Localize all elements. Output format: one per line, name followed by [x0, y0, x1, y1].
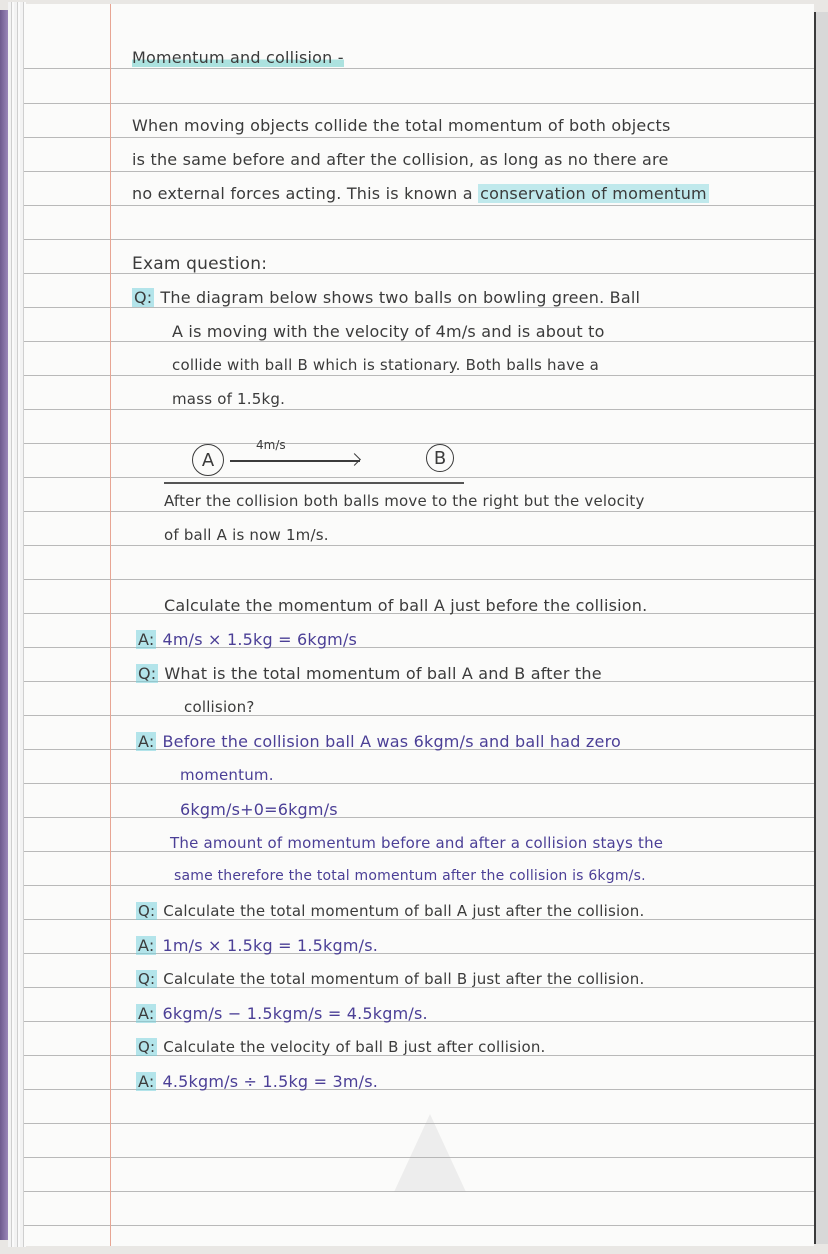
intro-line-3-text: no external forces acting. This is known a: [132, 184, 479, 203]
qa-4-answer-text: 6kgm/s − 1.5kgm/s = 4.5kgm/s.: [162, 1004, 428, 1023]
ball-a: [192, 444, 224, 476]
qa-4-question-text: Calculate the total momentum of ball B just after the collision.: [163, 970, 645, 988]
qa-5-question: [136, 1038, 546, 1056]
velocity-label: 4m/s: [256, 438, 286, 452]
ruled-line: [24, 511, 814, 512]
page-title: [132, 48, 344, 67]
a-marker: A:: [138, 732, 155, 751]
qa-1-answer-text: 4m/s × 1.5kg = 6kgm/s: [162, 630, 358, 649]
after-collision-line-1: After the collision both balls move to the right but the velocity: [164, 492, 645, 510]
ruled-line: [24, 817, 814, 818]
qa-2-answer-text: Before the collision ball A was 6kgm/s and ball had zero: [162, 732, 621, 751]
intro-line-2: is the same before and after the collision, as long as no there are: [132, 150, 669, 169]
ruled-line: [24, 137, 814, 138]
qa-5-answer: [136, 1072, 378, 1091]
qa-1-question: Calculate the momentum of ball A just before the collision.: [164, 596, 648, 615]
a-marker: A:: [138, 1072, 155, 1091]
ruled-line: [24, 1225, 814, 1226]
question-1-line-1: [132, 288, 640, 307]
question-1-line-4: mass of 1.5kg.: [172, 390, 286, 408]
qa-2-question-line-1: [136, 664, 602, 683]
ruled-line: [24, 783, 814, 784]
page-title-text: Momentum and collision -: [132, 48, 344, 67]
ball-b-label: B: [433, 447, 447, 469]
notebook-right-edge: [814, 12, 828, 1244]
intro-line-1: When moving objects collide the total momentum of both objects: [132, 116, 671, 135]
ruled-line: [24, 715, 814, 716]
ruled-line: [24, 579, 814, 580]
ruled-line: [24, 68, 814, 69]
ruled-line: [24, 341, 814, 342]
ruled-line: [24, 307, 814, 308]
arrow-head-icon: [348, 453, 361, 466]
notebook-page: [24, 4, 814, 1246]
qa-5-answer-text: 4.5kgm/s ÷ 1.5kg = 3m/s.: [162, 1072, 379, 1091]
show-through-triangle: [394, 1114, 466, 1192]
qa-2-answer-line-1: [136, 732, 621, 751]
qa-3-question: [136, 902, 644, 920]
qa-4-question: [136, 970, 645, 988]
ruled-line: [24, 103, 814, 104]
qa-3-answer-text: 1m/s × 1.5kg = 1.5kgm/s.: [162, 936, 379, 955]
highlighted-term: conservation of momentum: [480, 184, 707, 203]
ground-line: [164, 482, 464, 484]
collision-diagram: [164, 438, 484, 492]
ruled-line: [24, 205, 814, 206]
qa-3-question-text: Calculate the total momentum of ball A just after the collision.: [163, 902, 645, 920]
ruled-line: [24, 545, 814, 546]
ruled-line: [24, 409, 814, 410]
qa-3-answer: [136, 936, 378, 955]
a-marker: A:: [138, 936, 155, 955]
qa-2-answer-line-5: same therefore the total momentum after the collision is 6kgm/s.: [174, 868, 646, 884]
a-marker: A:: [138, 1004, 155, 1023]
notebook-spine: [0, 10, 8, 1240]
q-marker: Q:: [138, 1038, 156, 1056]
margin-line: [110, 4, 111, 1246]
ball-a-label: A: [201, 449, 215, 471]
qa-2-answer-line-3: 6kgm/s+0=6kgm/s: [180, 800, 338, 819]
qa-2-question-text: What is the total momentum of ball A and B after the: [164, 664, 602, 683]
qa-2-answer-line-2: momentum.: [180, 766, 274, 784]
q-marker: Q:: [138, 902, 156, 920]
intro-line-3: [132, 184, 709, 203]
ruled-line: [24, 239, 814, 240]
a-marker: A:: [138, 630, 155, 649]
qa-1-answer: [136, 630, 357, 649]
qa-5-question-text: Calculate the velocity of ball B just after collision.: [163, 1038, 546, 1056]
q-marker: Q:: [138, 664, 157, 683]
exam-heading: Exam question:: [132, 254, 268, 274]
qa-4-answer: [136, 1004, 428, 1023]
qa-2-question-line-2: collision?: [184, 698, 255, 716]
ruled-line: [24, 885, 814, 886]
ruled-line: [24, 375, 814, 376]
qa-2-answer-line-4: The amount of momentum before and after a collision stays the: [170, 834, 664, 852]
question-1-line-2: A is moving with the velocity of 4m/s and is about to: [172, 322, 605, 341]
question-1-text: The diagram below shows two balls on bowling green. Ball: [160, 288, 641, 307]
question-1-line-3: collide with ball B which is stationary. Both balls have a: [172, 356, 600, 374]
ruled-line: [24, 171, 814, 172]
after-collision-line-2: of ball A is now 1m/s.: [164, 526, 329, 544]
ball-b: [426, 444, 454, 472]
velocity-arrow: [230, 460, 360, 462]
q-marker: Q:: [134, 288, 153, 307]
q-marker: Q:: [138, 970, 156, 988]
